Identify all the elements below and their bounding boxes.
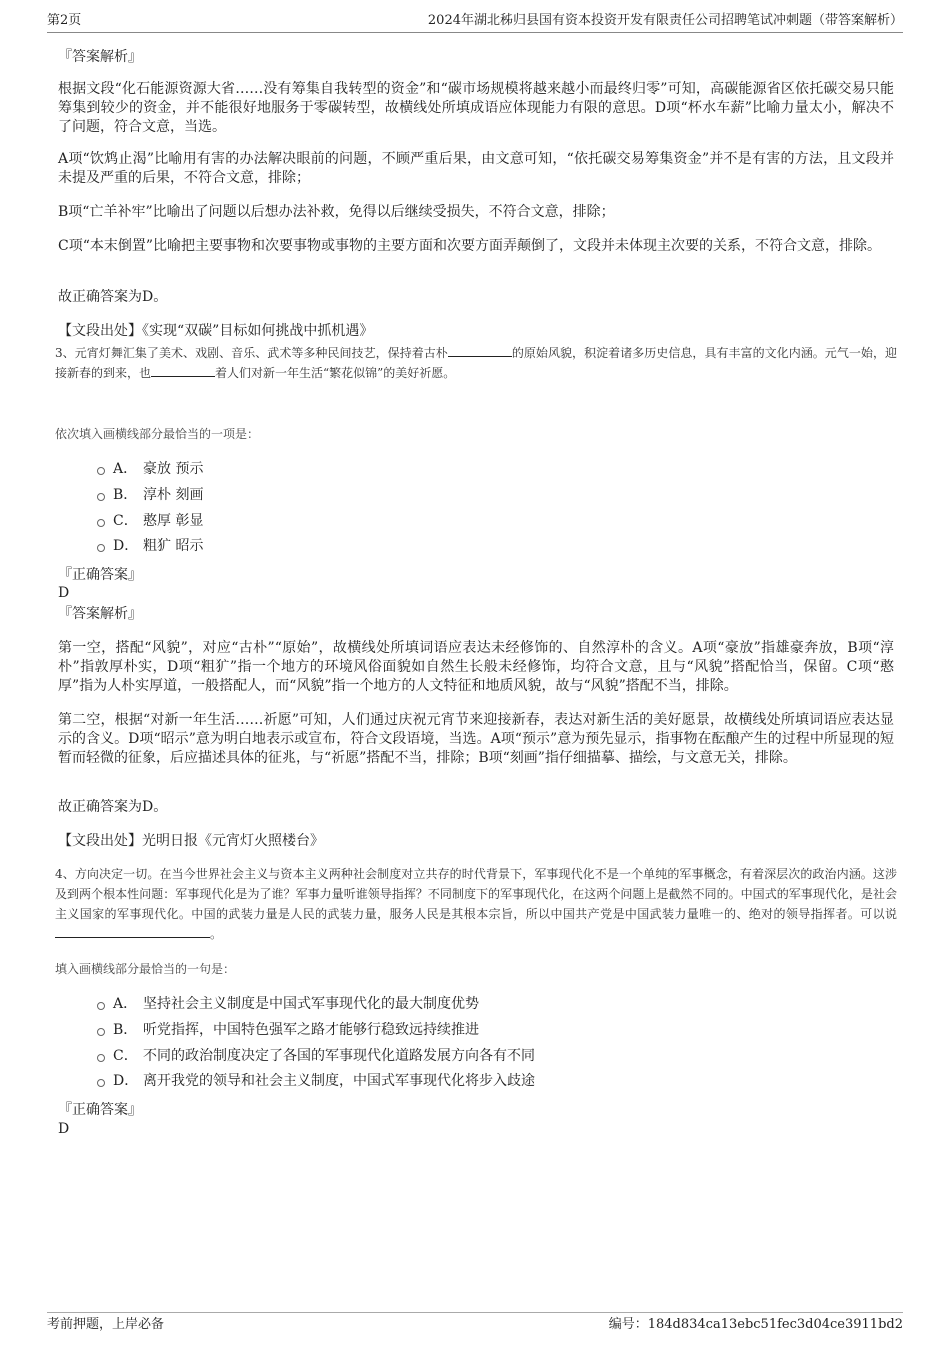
page-footer <box>47 1312 903 1337</box>
analysis-label: 『答案解析』 <box>58 49 142 65</box>
analysis-paragraph: 第一空，搭配“风貌”，对应“古朴”“原始”，故横线处所填词语应表达未经修饰的、自然淳朴的含义。A项“豪放”指雄豪奔放，B项“淳朴”指敦厚朴实，D项“粗犷”指一个地方的环境风俗面貌如自然生长般未经修饰，均符合文意，且与“风貌”搭配恰当，保留。C项“憨厚”指为人朴实厚道，一般搭配人，而“风貌”指一个地方的人文特征和地质风貌，故与“风貌”搭配不当，排除。 <box>58 640 894 694</box>
page-number: 第2页 <box>47 13 82 28</box>
option-a[interactable]: A． 坚持社会主义制度是中国式军事现代化的最大制度优势 <box>97 994 479 1014</box>
question-4-stem: 4、方向决定一切。在当今世界社会主义与资本主义两种社会制度对立共存的时代背景下，军事现代化不是一个单纯的军事概念，有着深层次的政治内涵。这涉及到两个根本性问题：军事现代化是为了谁？军事力量听谁领导指挥？不同制度下的军事现代化，在这两个问题上是截然不同的。中国式的军事现代化，是社会主义国家的军事现代化。中国的武装力量是人民的武装力量，服务人民是其根本宗旨，所以中国共产党是中国武装力量唯一的、绝对的领导指挥者。可以说。 <box>55 867 897 941</box>
correct-answer-label: 『正确答案』 <box>58 1102 142 1118</box>
analysis-paragraph: B项“亡羊补牢”比喻出了问题以后想办法补救，免得以后继续受损失，不符合文意，排除； <box>58 204 615 220</box>
question-3-stem: 3、元宵灯舞汇集了美术、戏剧、音乐、武术等多种民间技艺，保持着古朴 的原始风貌，积淀着诸多历史信息，具有丰富的文化内涵。元气一始，迎接新春的到来，也 着人们对新一年生活“繁花似锦”的美好祈愿。 <box>55 346 897 380</box>
analysis-paragraph: 根据文段“化石能源资源大省……没有筹集自我转型的资金”和“碳市场规模将越来越小而最终归零”可知，高碳能源省区依托碳交易只能筹集到较少的资金，并不能很好地服务于零碳转型，故横线处所填成语应体现能力有限的意思。D项“杯水车薪”比喻力量太小，解决不了问题，符合文意，当选。 <box>58 81 894 135</box>
analysis-label: 『答案解析』 <box>58 606 142 622</box>
correct-answer-label: 『正确答案』 <box>58 567 142 583</box>
option-c[interactable]: C． 不同的政治制度决定了各国的军事现代化道路发展方向各有不同 <box>97 1046 535 1066</box>
option-b[interactable]: B． 淳朴 刻画 <box>97 485 203 505</box>
correct-answer: D <box>58 1121 70 1137</box>
option-c[interactable]: C． 憨厚 彰显 <box>97 511 203 531</box>
radio-icon[interactable] <box>97 519 105 527</box>
radio-icon[interactable] <box>97 493 105 501</box>
page-header <box>47 12 903 33</box>
question-prompt: 依次填入画横线部分最恰当的一项是： <box>55 427 260 441</box>
document-id: 编号：184d834ca13ebc51fec3d04ce3911bd2 <box>608 1317 903 1332</box>
conclusion: 故正确答案为D。 <box>58 289 168 305</box>
analysis-paragraph: A项“饮鸩止渴”比喻用有害的办法解决眼前的问题，不顾严重后果，由文意可知，“依托碳交易筹集资金”并不是有害的方法，且文段并未提及严重的后果，不符合文意，排除； <box>58 151 894 186</box>
option-b[interactable]: B． 听党指挥，中国特色强军之路才能够行稳致远持续推进 <box>97 1020 479 1040</box>
option-d[interactable]: D． 粗犷 昭示 <box>97 536 203 556</box>
fill-blank <box>448 344 512 357</box>
fill-blank <box>55 925 210 938</box>
footer-slogan: 考前押题，上岸必备 <box>47 1317 165 1332</box>
question-prompt: 填入画横线部分最恰当的一句是： <box>55 962 236 976</box>
correct-answer: D <box>58 585 70 601</box>
conclusion: 故正确答案为D。 <box>58 799 168 815</box>
analysis-paragraph: C项“本末倒置”比喻把主要事物和次要事物或事物的主要方面和次要方面弄颠倒了，文段并未体现主次要的关系，不符合文意，排除。 <box>58 238 882 254</box>
fill-blank <box>151 364 215 377</box>
radio-icon[interactable] <box>97 1002 105 1010</box>
document-title: 2024年湖北秭归县国有资本投资开发有限责任公司招聘笔试冲刺题（带答案解析） <box>427 13 903 28</box>
source-citation: 【文段出处】《实现“双碳”目标如何挑战中抓机遇》 <box>58 323 374 339</box>
option-d[interactable]: D． 离开我党的领导和社会主义制度，中国式军事现代化将步入歧途 <box>97 1071 535 1091</box>
source-citation: 【文段出处】光明日报《元宵灯火照楼台》 <box>58 833 324 849</box>
option-a[interactable]: A． 豪放 预示 <box>97 459 203 479</box>
radio-icon[interactable] <box>97 1079 105 1087</box>
radio-icon[interactable] <box>97 1028 105 1036</box>
analysis-paragraph: 第二空，根据“对新一年生活……祈愿”可知，人们通过庆祝元宵节来迎接新春，表达对新生活的美好愿景，故横线处所填词语应表达显示的含义。D项“昭示”意为明白地表示或宣布，符合文段语境，当选。A项“预示”意为预先显示，指事物在酝酿产生的过程中所显现的短暂而轻微的征象，后应描述具体的征兆，与“祈愿”搭配不当，排除；B项“刻画”指仔细描摹、描绘，与文意无关，排除。 <box>58 712 894 766</box>
radio-icon[interactable] <box>97 1054 105 1062</box>
radio-icon[interactable] <box>97 544 105 552</box>
radio-icon[interactable] <box>97 467 105 475</box>
